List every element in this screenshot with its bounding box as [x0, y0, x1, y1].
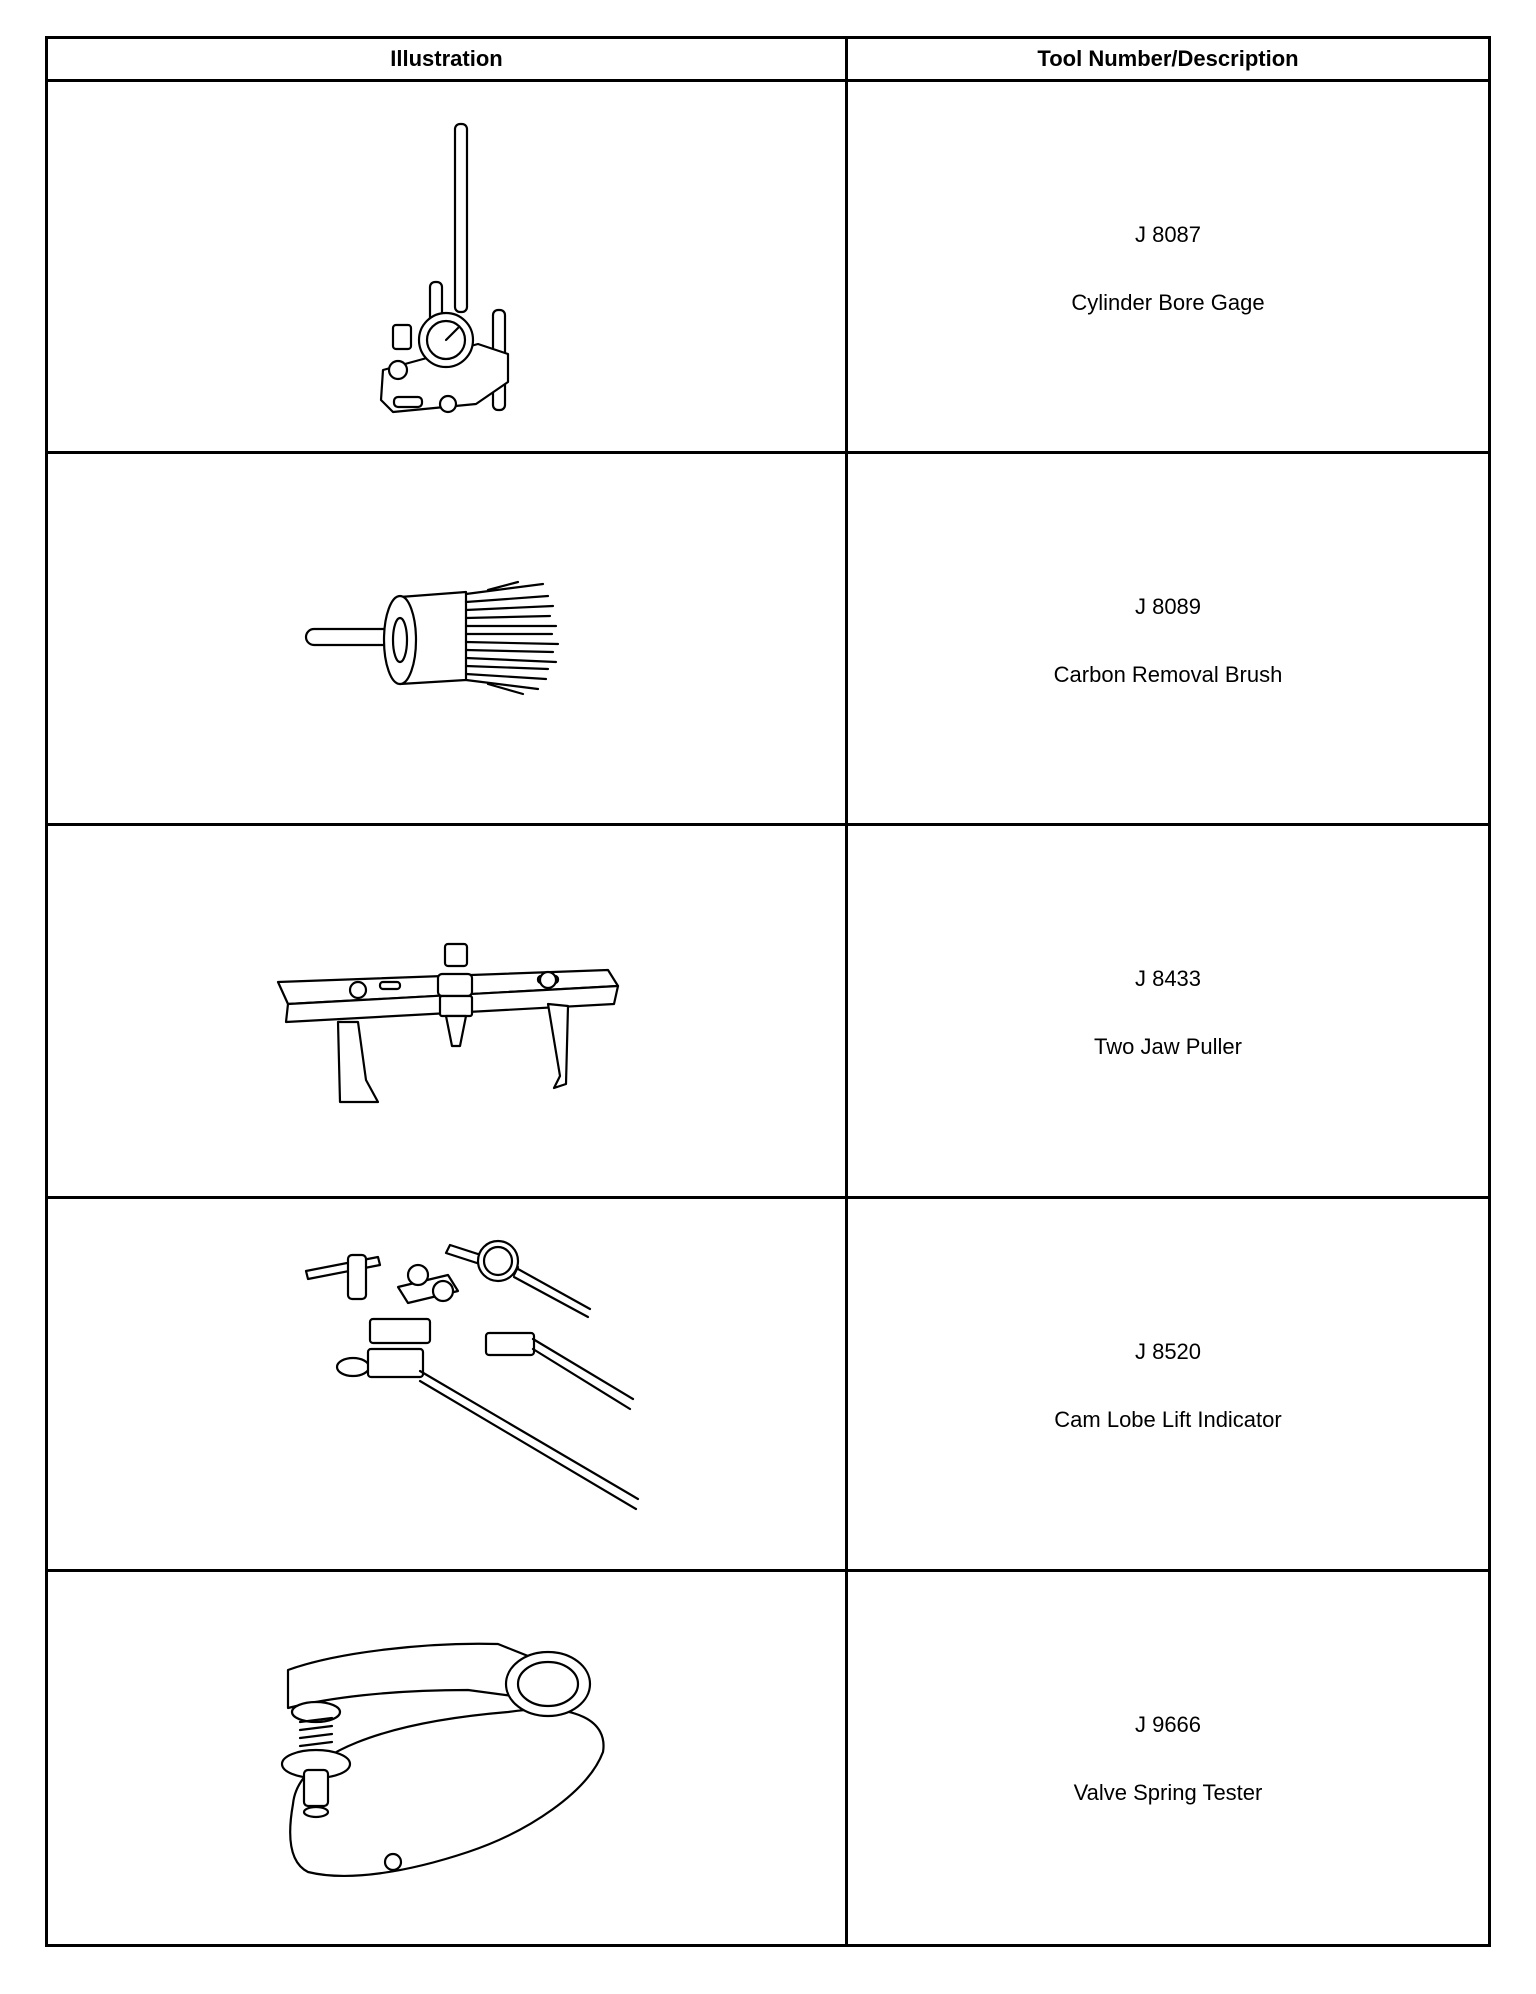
cam-lobe-lift-indicator-icon	[48, 1199, 845, 1571]
tool-number: J 8520	[1134, 1339, 1202, 1364]
tool-number: J 9666	[1134, 1712, 1202, 1737]
tool-description: Two Jaw Puller	[1094, 1034, 1242, 1059]
table-row	[848, 1572, 1488, 1944]
two-jaw-puller-icon	[48, 826, 845, 1198]
table-row-illustration	[48, 1572, 845, 1944]
table-row-illustration	[48, 454, 845, 826]
tool-description: Cylinder Bore Gage	[1071, 290, 1265, 315]
valve-spring-tester-icon	[48, 1572, 845, 1944]
table-row-illustration	[48, 82, 845, 454]
table-row	[848, 454, 1488, 826]
tool-description: Carbon Removal Brush	[1053, 662, 1283, 687]
tool-table	[45, 36, 1491, 1947]
table-row-illustration	[48, 1199, 845, 1571]
table-row	[848, 82, 1488, 454]
header-tool-number-description: Tool Number/Description	[1037, 46, 1299, 71]
table-row	[848, 1199, 1488, 1571]
table-row-illustration	[48, 826, 845, 1198]
table-row	[848, 826, 1488, 1198]
tool-description: Cam Lobe Lift Indicator	[1054, 1407, 1282, 1432]
tool-description: Valve Spring Tester	[1073, 1780, 1263, 1805]
tool-number: J 8433	[1134, 966, 1202, 991]
cylinder-bore-gage-icon	[48, 82, 845, 454]
tool-number: J 8087	[1134, 222, 1202, 247]
tool-number: J 8089	[1134, 594, 1202, 619]
carbon-removal-brush-icon	[48, 454, 845, 826]
header-illustration: Illustration	[390, 46, 503, 71]
